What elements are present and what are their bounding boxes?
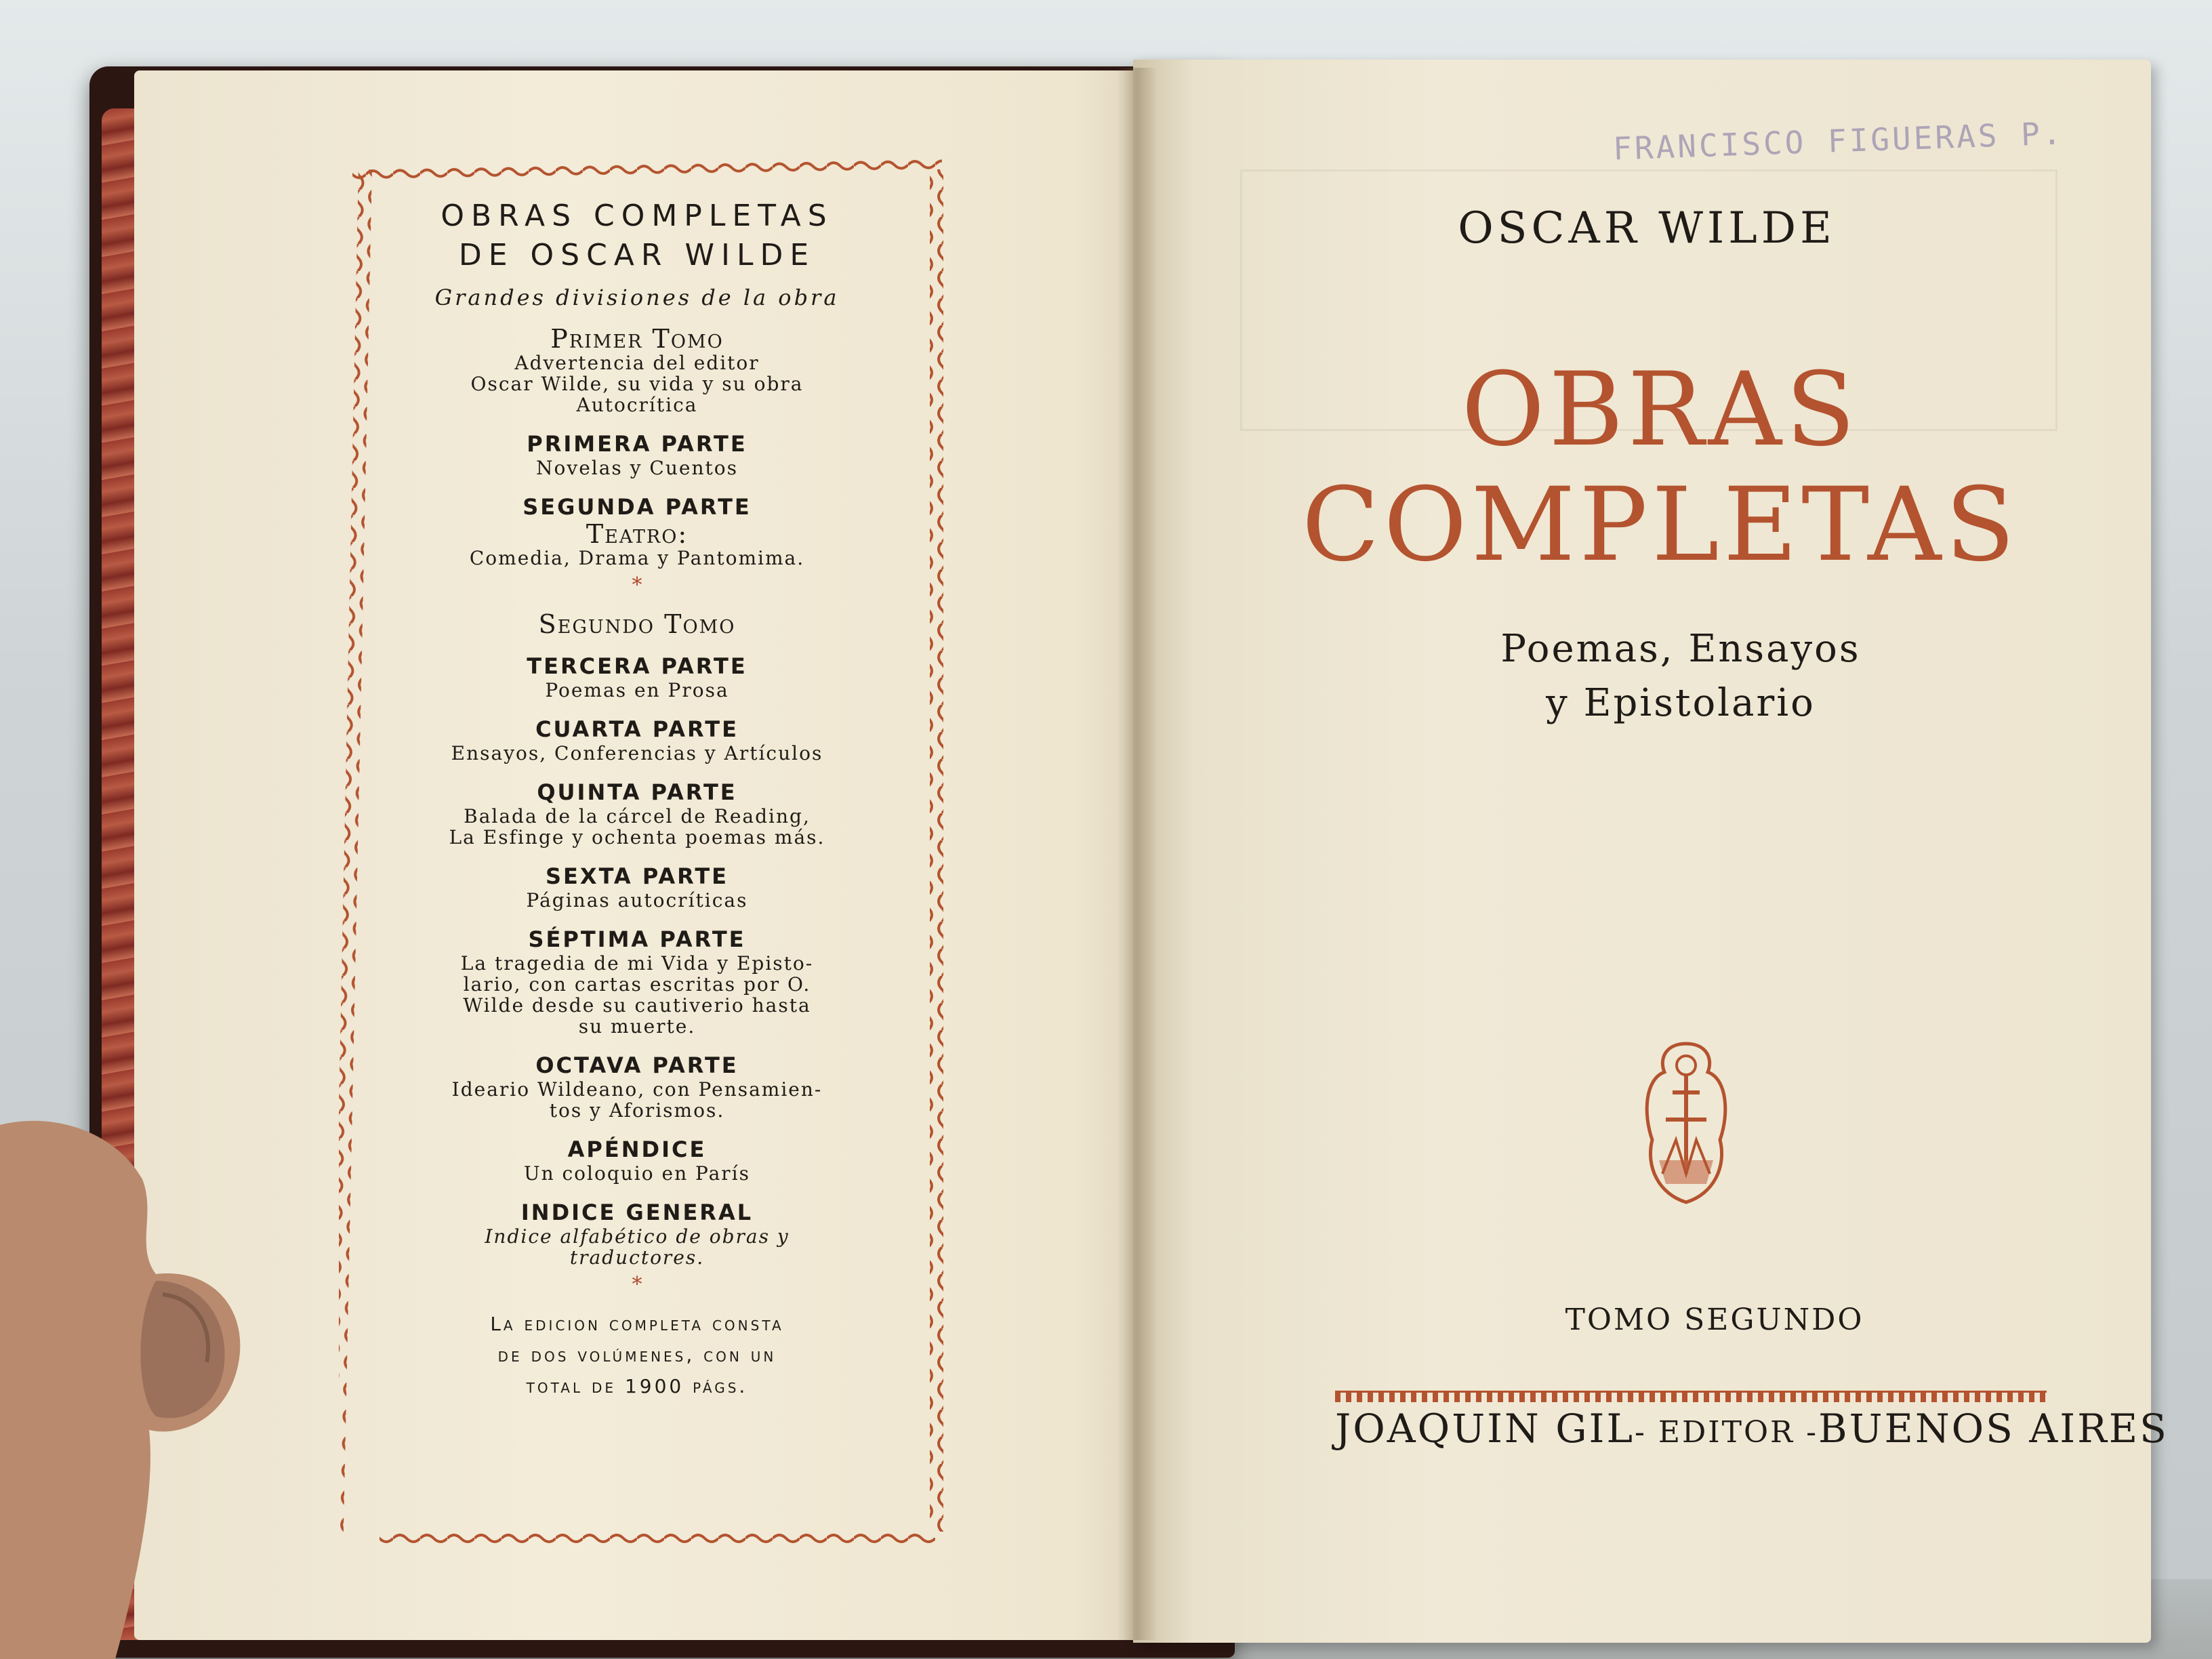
section-body-line: Páginas autocríticas [526,889,748,912]
section-body-line: su muerte. [578,1015,696,1038]
contents-title-line1: OBRAS COMPLETAS [441,199,834,233]
edition-note-line: La edicion completa consta [490,1313,784,1335]
contents-section [380,716,895,764]
owner-stamp: FRANCISCO FIGUERAS P. [1612,115,2065,167]
contents-section [380,611,895,638]
book-subtitle [1410,622,1952,731]
contents-part1 [380,325,895,569]
section-body-line: Autocrítica [576,394,698,416]
section-body-line: Comedia, Drama y Pantomima. [469,547,805,569]
publisher-city: BUENOS AIRES [1818,1406,2169,1452]
section-heading: OCTAVA PARTE [535,1052,739,1078]
holding-hand [0,1111,258,1659]
contents-subtitle: Grandes divisiones de la obra [434,285,840,310]
section-body-line: Novelas y Cuentos [536,457,738,479]
contents-section [380,325,895,415]
contents-section [380,493,895,569]
section-body-line: Oscar Wilde, su vida y su obra [470,373,804,395]
volume-label: TOMO SEGUNDO [1565,1303,1864,1337]
section-body-line: Ensayos, Conferencias y Artículos [451,742,823,764]
section-body-line: La tragedia de mi Vida y Episto- [460,952,814,975]
contents-section [380,430,895,478]
section-heading: SÉPTIMA PARTE [528,926,746,952]
section-body-line: Indice alfabético de obras y [485,1225,790,1248]
section-body-line: lario, con cartas escritas por O. [463,973,811,996]
dotted-rule [1335,1391,2047,1402]
contents-section [380,1136,895,1184]
book-title-line1: OBRAS [1461,351,1860,469]
section-body-line: Wilde desde su cautiverio hasta [463,994,811,1017]
publisher-emblem-icon [1639,1038,1734,1208]
section-body-line: Advertencia del editor [514,352,760,374]
contents-section [380,1199,895,1268]
contents-title-line2: DE OSCAR WILDE [458,238,816,272]
contents-section [380,1052,895,1121]
section-subheading: Teatro: [586,519,689,549]
section-heading: INDICE GENERAL [520,1200,754,1225]
section-heading: CUARTA PARTE [535,716,739,742]
table-of-contents [380,197,895,1402]
asterisk-divider: * [632,1273,642,1296]
edition-note-line: de dos volúmenes, con un [497,1344,777,1366]
book-subtitle-line1: Poemas, Ensayos [1500,627,1861,671]
book-gutter [1117,68,1158,1640]
section-body-line: tos y Aforismos. [549,1099,725,1122]
asterisk-divider: * [632,573,642,597]
section-body-line: Ideario Wildeano, con Pensamien- [451,1078,823,1101]
section-body-line: Poemas en Prosa [545,679,729,701]
contents-section [380,779,895,848]
section-heading: QUINTA PARTE [537,779,737,805]
section-heading: Primer Tomo [550,324,724,354]
publisher-name: JOAQUIN GIL [1335,1406,1635,1452]
section-body-line: traductores. [569,1246,705,1269]
section-heading: TERCERA PARTE [527,653,747,679]
contents-part2 [380,611,895,1268]
contents-section [380,653,895,701]
edition-note [380,1309,895,1402]
section-heading: Segundo Tomo [538,609,736,639]
book-title [1288,352,2033,583]
publisher-line [1335,1406,2169,1452]
contents-section [380,863,895,911]
section-heading: APÉNDICE [567,1136,707,1162]
section-heading: PRIMERA PARTE [527,431,747,457]
book-subtitle-line2: y Epistolario [1546,681,1816,725]
edition-note-line: total de 1900 págs. [526,1375,748,1397]
author-name: OSCAR WILDE [1458,203,1836,253]
section-heading: SEXTA PARTE [546,863,729,889]
contents-section [380,926,895,1037]
section-body-line: Balada de la cárcel de Reading, [464,805,811,827]
section-body-line: La Esfinge y ochenta poemas más. [449,826,825,848]
section-body-line: Un coloquio en París [523,1162,751,1185]
section-heading: SEGUNDA PARTE [523,494,752,520]
book-title-line2: COMPLETAS [1301,466,2020,584]
publisher-role: - EDITOR - [1634,1415,1819,1450]
